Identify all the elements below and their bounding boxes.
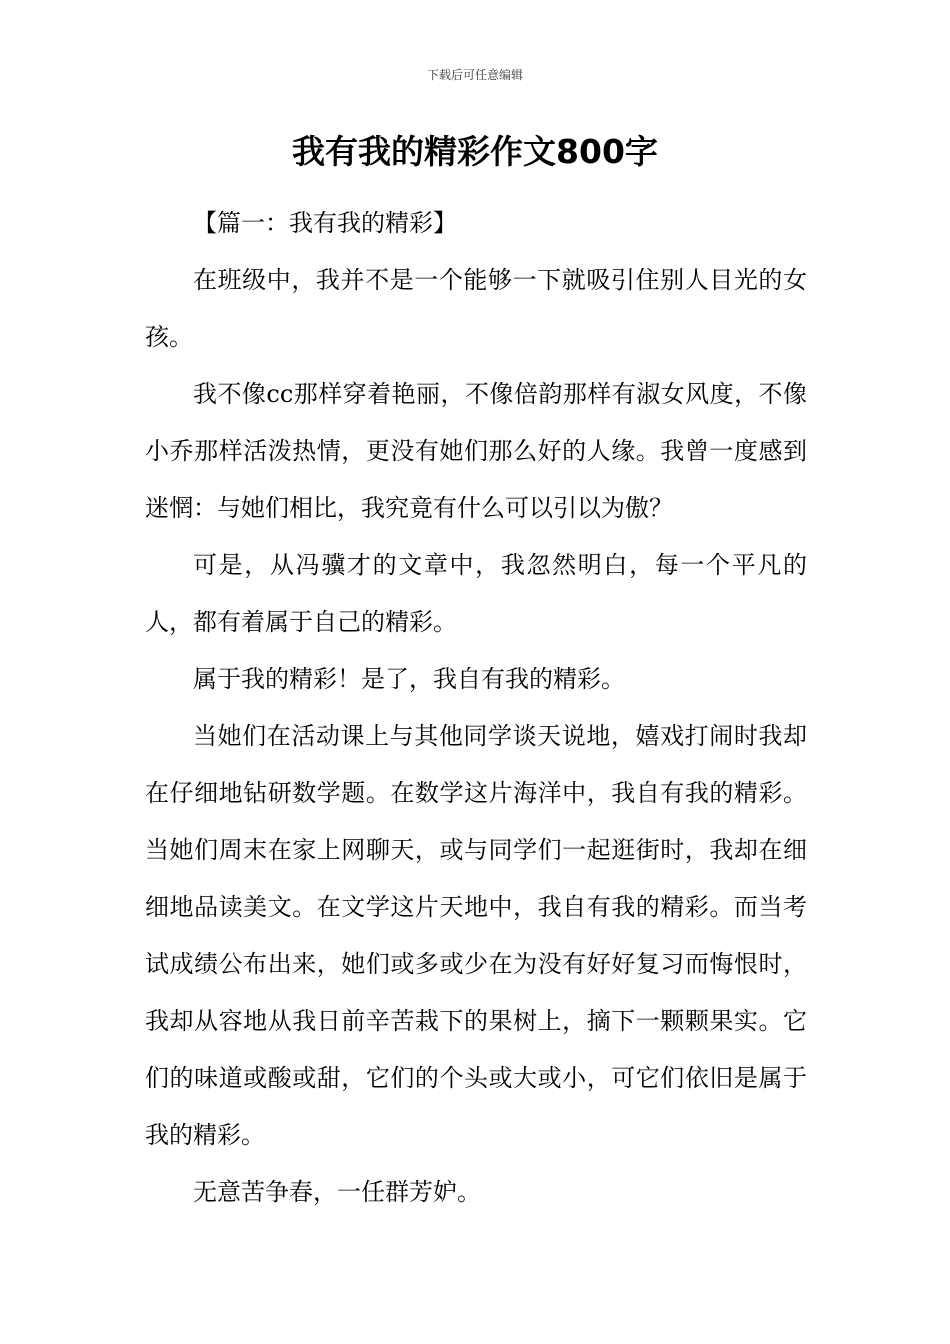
paragraph-5: 当她们在活动课上与其他同学谈天说地，嬉戏打闹时我却在仔细地钻研数学题。在数学这片海洋中，我自有我的精彩。当她们周末在家上网聊天，或与同学们一起逛街时，我却在细细地品读美文。在文学这片天地中，我自有我的精彩。而当考试成绩公布出来，她们或多或少在为没有好好复习而悔恨时，我却从容地从我日前辛苦栽下的果树上，摘下一颗颗果实。它们的味道或酸或甜，它们的个头或大或小，可它们依旧是属于我的精彩。 xyxy=(145,722,807,1149)
paragraph-3: 可是，从冯骥才的文章中，我忽然明白，每一个平凡的人，都有着属于自己的精彩。 xyxy=(145,551,807,636)
paragraph-6: 无意苦争春，一任群芳妒。 xyxy=(193,1178,481,1206)
paragraph-1: 在班级中，我并不是一个能够一下就吸引住别人目光的女孩。 xyxy=(145,266,807,351)
page-title: 我有我的精彩作文800字 xyxy=(292,132,658,171)
section-heading: 【篇一：我有我的精彩】 xyxy=(193,209,457,237)
header-note: 下载后可任意编辑 xyxy=(426,68,523,82)
article-body xyxy=(145,195,807,1221)
paragraph-4: 属于我的精彩！是了，我自有我的精彩。 xyxy=(193,665,625,693)
paragraph-2: 我不像cc那样穿着艳丽，不像倍韵那样有淑女风度，不像小乔那样活泼热情，更没有她们那么好的人缘。我曾一度感到迷惘：与她们相比，我究竟有什么可以引以为傲？ xyxy=(145,380,807,522)
